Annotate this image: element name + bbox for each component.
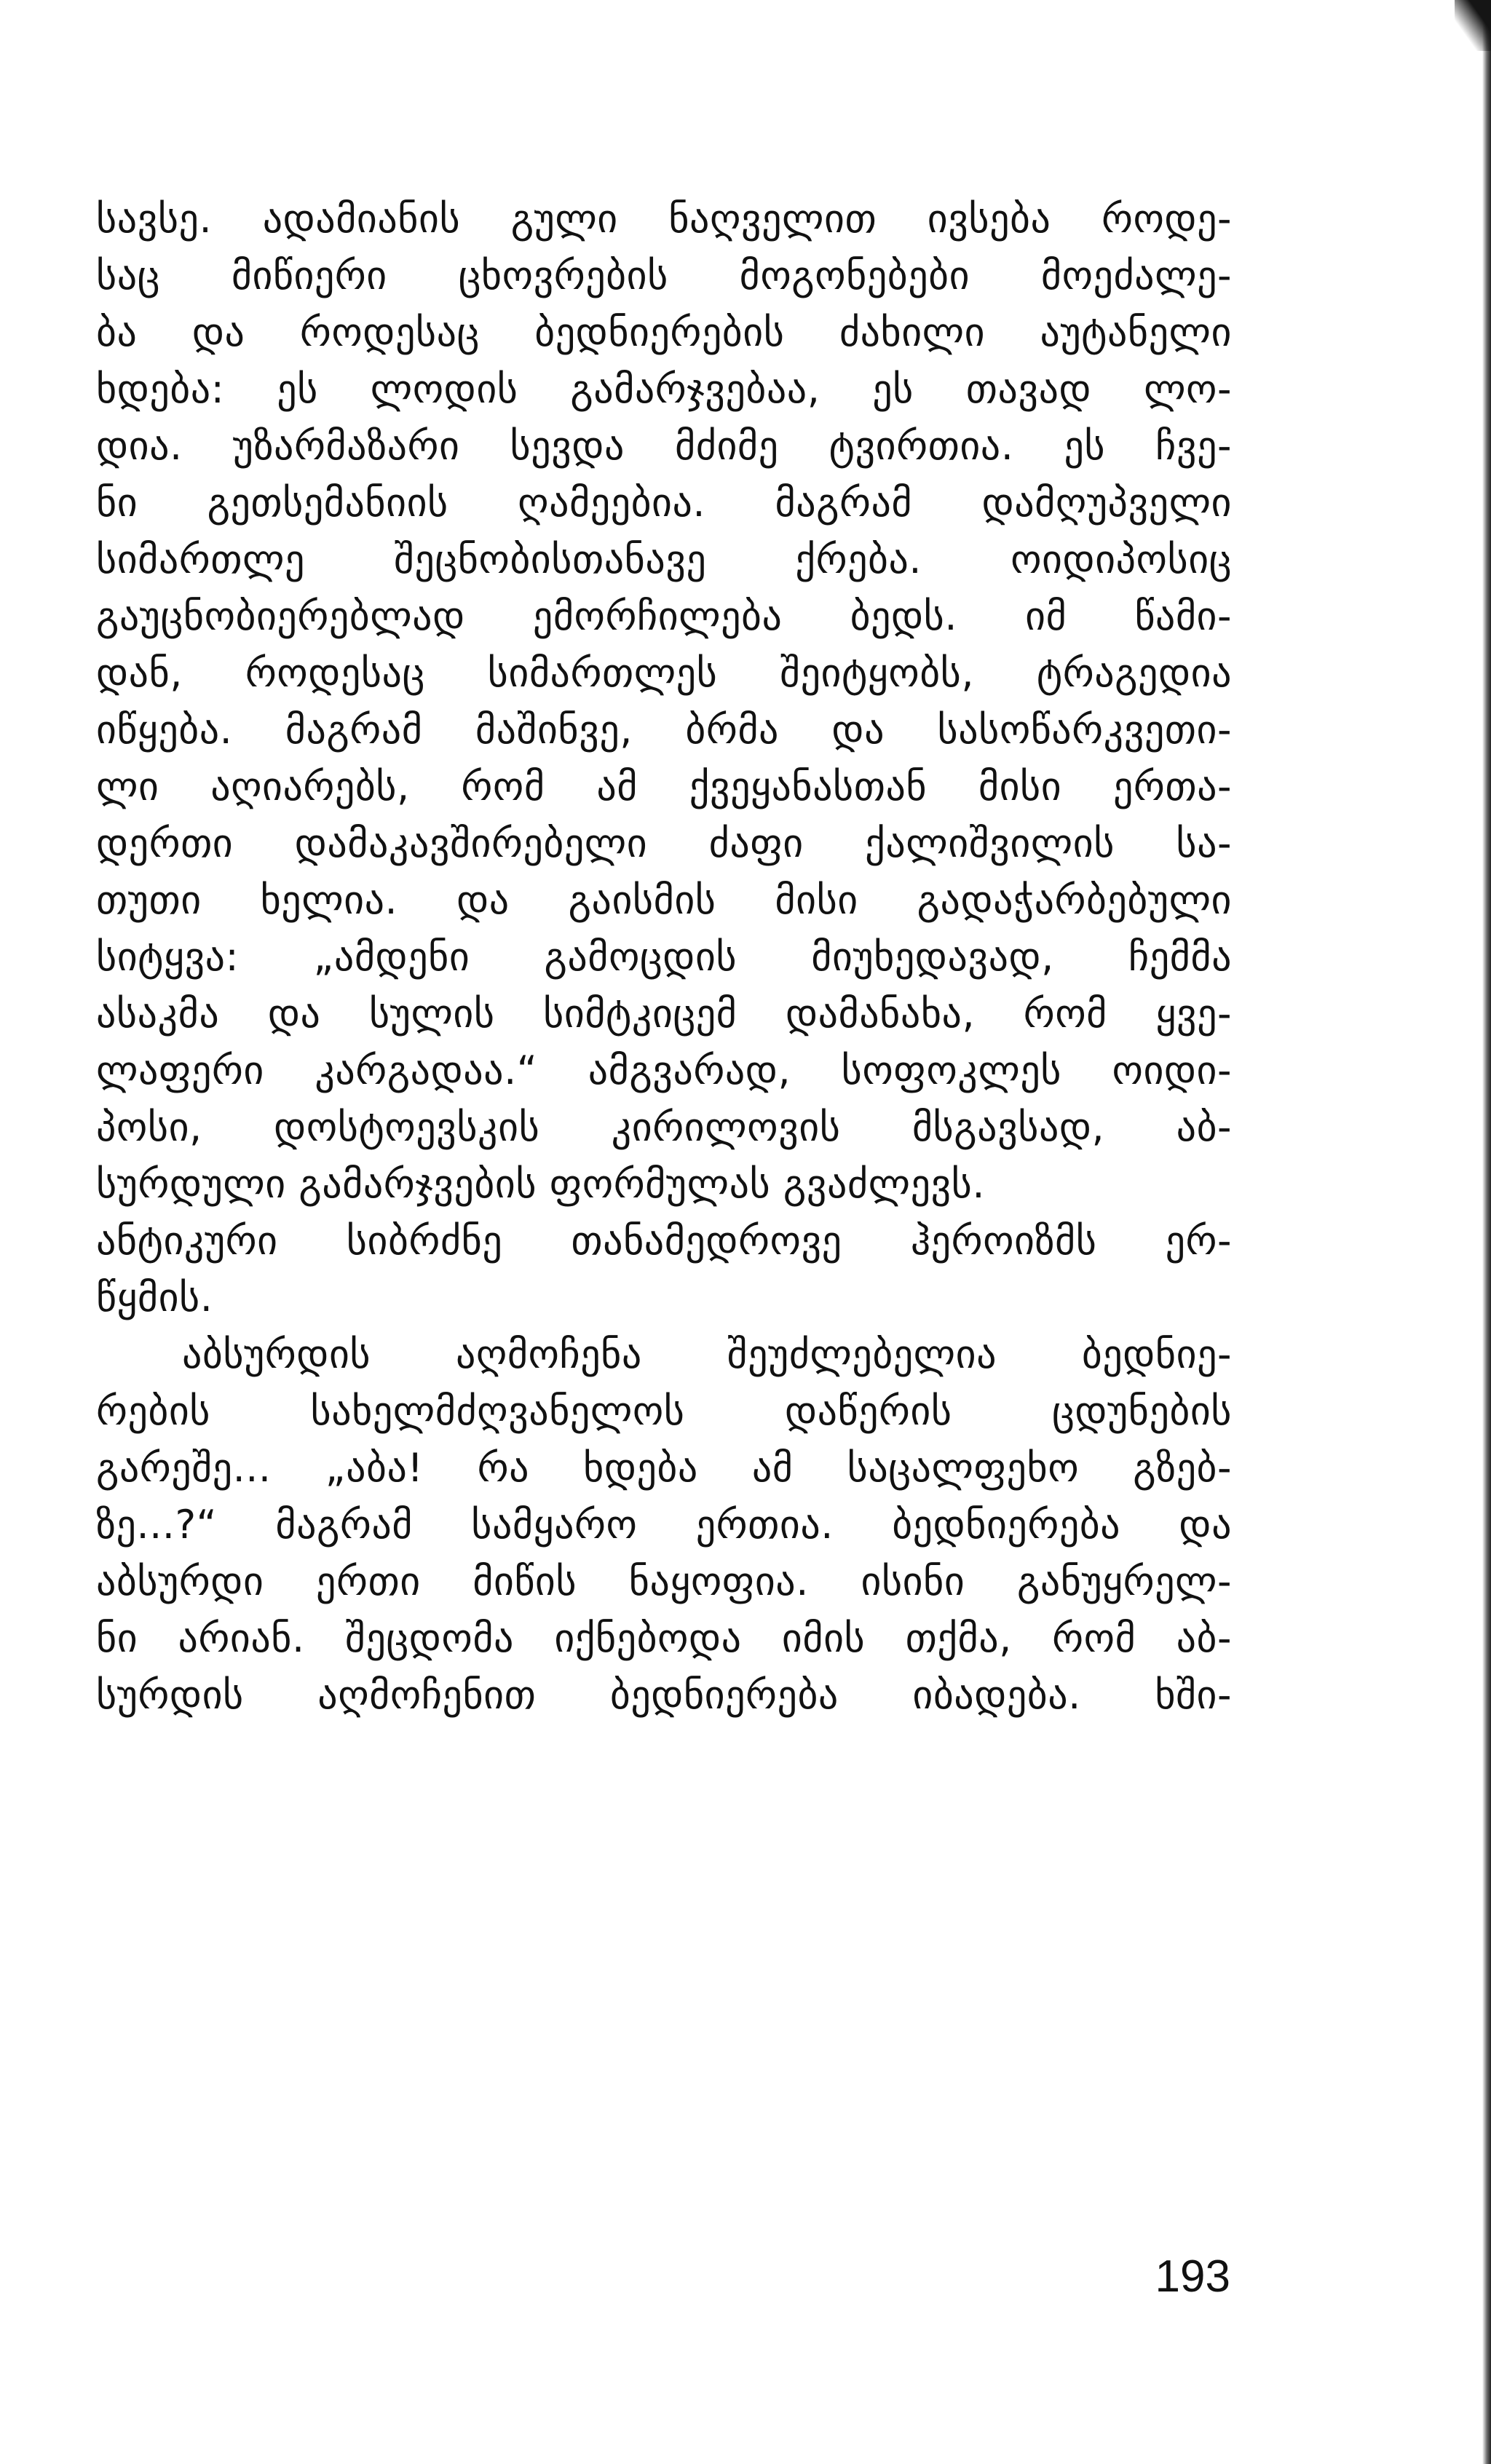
text-line: იწყება. მაგრამ მაშინვე, ბრმა და სასოწარკვეთი- bbox=[96, 707, 1232, 753]
text-line: ხდება: ეს ლოდის გამარჯვებაა, ეს თავად ლო- bbox=[96, 366, 1232, 412]
text-line: სურდის აღმოჩენით ბედნიერება იბადება. ხში- bbox=[96, 1672, 1232, 1718]
text-line: რების სახელმძღვანელოს დაწერის ცდუნების bbox=[96, 1388, 1232, 1434]
text-line: ანტიკური სიბრძნე თანამედროვე ჰეროიზმს ერ- bbox=[96, 1218, 1232, 1264]
text-line: ლი აღიარებს, რომ ამ ქვეყანასთან მისი ერთა- bbox=[96, 764, 1232, 809]
text-line: სიმართლე შეცნობისთანავე ქრება. ოიდიპოსიც bbox=[96, 536, 1232, 582]
page-corner-mark bbox=[1455, 0, 1491, 51]
paragraph-end-line: წყმის. bbox=[96, 1275, 213, 1320]
text-line: გარეშე... „აბა! რა ხდება ამ საცალფეხო გზებ- bbox=[96, 1445, 1232, 1491]
text-line: ლაფერი კარგადაა.“ ამგვარად, სოფოკლეს ოიდი- bbox=[96, 1047, 1232, 1093]
text-line: დერთი დამაკავშირებელი ძაფი ქალიშვილის სა- bbox=[96, 820, 1232, 866]
text-line: ბა და როდესაც ბედნიერების ძახილი აუტანელი bbox=[96, 309, 1232, 355]
text-line: სურდული გამარჯვების ფორმულას გვაძლევს. bbox=[96, 1161, 986, 1207]
text-line: სიტყვა: „ამდენი გამოცდის მიუხედავად, ჩემმა bbox=[96, 934, 1232, 980]
text-line: პოსი, დოსტოევსკის კირილოვის მსგავსად, აბ- bbox=[96, 1104, 1232, 1150]
text-line: დია. უზარმაზარი სევდა მძიმე ტვირთია. ეს ჩვე- bbox=[96, 423, 1232, 469]
text-line: დან, როდესაც სიმართლეს შეიტყობს, ტრაგედია bbox=[96, 650, 1232, 696]
text-line: ასაკმა და სულის სიმტკიცემ დამანახა, რომ ყვე- bbox=[96, 991, 1232, 1037]
text-line: აბსურდი ერთი მიწის ნაყოფია. ისინი განუყრელ- bbox=[96, 1558, 1232, 1604]
page-edge-shadow bbox=[1482, 0, 1491, 2464]
text-line: ნი არიან. შეცდომა იქნებოდა იმის თქმა, რომ აბ- bbox=[96, 1615, 1232, 1661]
text-line: ზე...?“ მაგრამ სამყარო ერთია. ბედნიერება და bbox=[96, 1502, 1232, 1548]
page-number: 193 bbox=[1155, 2251, 1230, 2302]
text-line: სავსე. ადამიანის გული ნაღველით ივსება როდე- bbox=[96, 196, 1232, 242]
text-line: თუთი ხელია. და გაისმის მისი გადაჭარბებული bbox=[96, 877, 1232, 923]
paragraph-start-line: აბსურდის აღმოჩენა შეუძლებელია ბედნიე- bbox=[182, 1331, 1232, 1377]
body-text bbox=[96, 191, 1232, 1724]
text-line: ნი გეთსემანიის ღამეებია. მაგრამ დამღუპველი bbox=[96, 480, 1232, 526]
text-line: გაუცნობიერებლად ემორჩილება ბედს. იმ წამი- bbox=[96, 593, 1232, 639]
text-line: საც მიწიერი ცხოვრების მოგონებები მოეძალე- bbox=[96, 253, 1232, 298]
